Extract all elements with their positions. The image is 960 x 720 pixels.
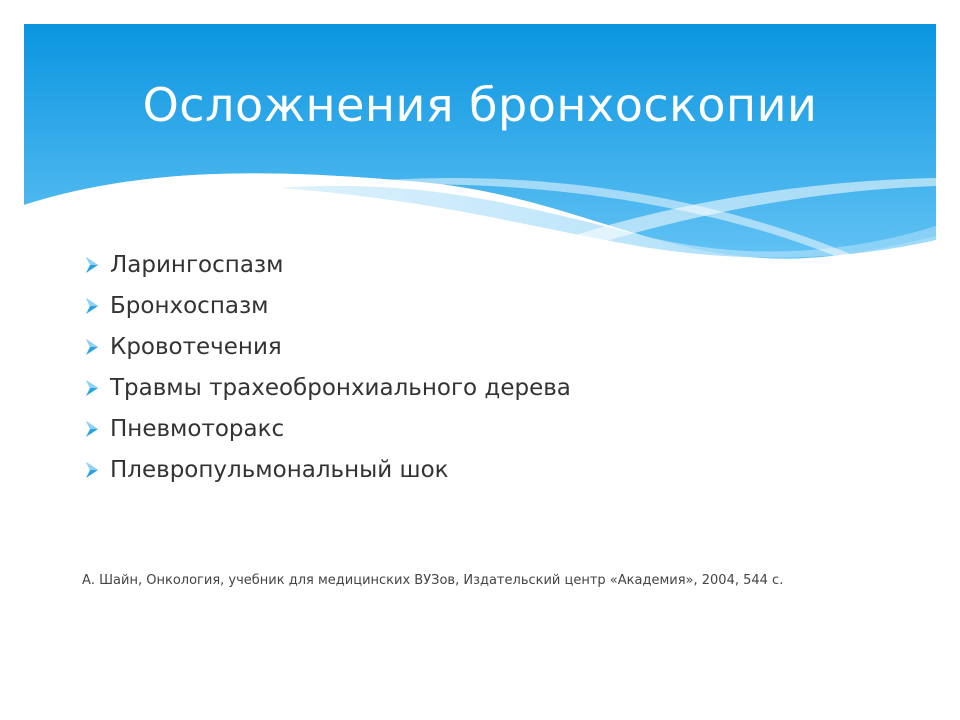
page-title: Осложнения бронхоскопии [142,78,818,132]
list-item [82,285,571,326]
list-item-label: Пневмоторакс [110,415,285,442]
list-item [82,367,571,408]
arrow-chevron-icon [82,337,102,357]
arrow-chevron-icon [82,460,102,480]
list-item [82,449,571,490]
header-wave-background [0,0,960,280]
list-item-label: Ларингоспазм [110,251,284,278]
list-item [82,244,571,285]
list-item [82,408,571,449]
arrow-chevron-icon [82,255,102,275]
list-item-label: Травмы трахеобронхиального дерева [110,374,571,401]
bullet-list [82,244,571,490]
list-item-label: Кровотечения [110,333,282,360]
list-item-label: Плевропульмональный шок [110,456,449,483]
arrow-chevron-icon [82,378,102,398]
list-item [82,326,571,367]
citation-text: А. Шайн, Онкология, учебник для медицинских ВУЗов, Издательский центр «Академия», 2004, 544 с. [82,573,784,588]
list-item-label: Бронхоспазм [110,292,269,319]
arrow-chevron-icon [82,296,102,316]
arrow-chevron-icon [82,419,102,439]
